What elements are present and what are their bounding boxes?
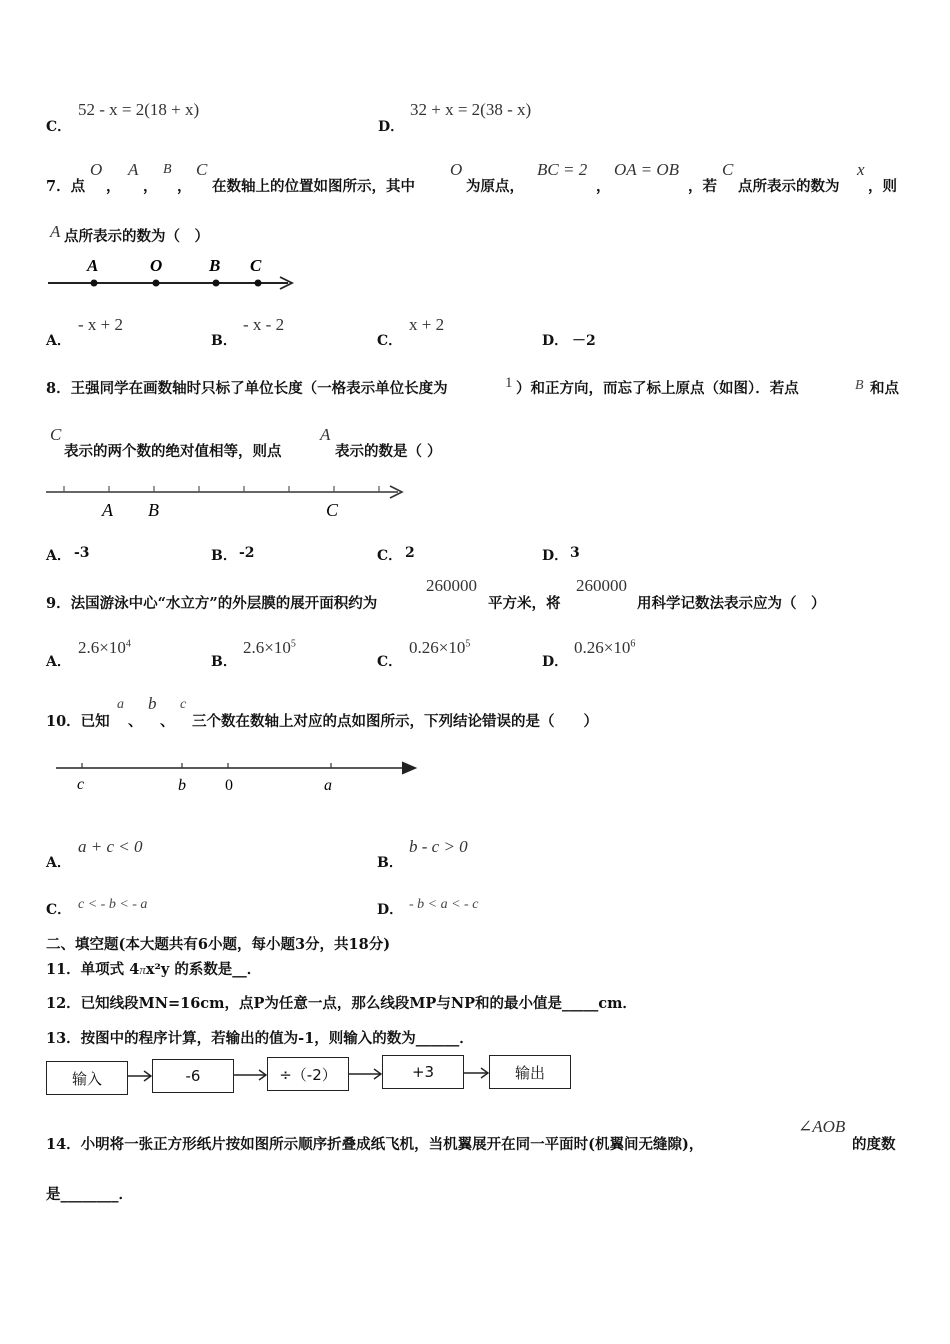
q8-number-line	[42, 478, 412, 524]
q9-text-1: 9．法国游泳中心“水立方”的外层膜的展开面积约为	[46, 595, 378, 612]
q6-option-c-label: C．	[46, 119, 72, 135]
axis-label-c: c	[77, 776, 85, 793]
q10-option-d-expr: - b < a < - c	[409, 897, 479, 912]
q8-option-d-label: D．	[542, 548, 569, 564]
q7-var-a: A	[128, 160, 139, 179]
q7-text-4: 点所表示的数为	[738, 178, 840, 195]
point-a	[91, 280, 98, 287]
axis-label-b: B	[209, 256, 221, 275]
q10-text-1: 10．已知	[46, 713, 110, 730]
q7-option-d-expr: －2	[572, 333, 596, 349]
q8-var-a: A	[320, 425, 331, 444]
q6-option-d-expr: 32 + x = 2(38 - x)	[410, 100, 532, 119]
q8-option-a-value: -3	[74, 545, 90, 561]
q6-option-d-label: D．	[378, 119, 405, 135]
q9-option-c-label: C．	[377, 654, 403, 670]
q8-option-c-label: C．	[377, 548, 403, 564]
q10-option-a-label: A．	[46, 855, 71, 871]
q7-text-1: 在数轴上的位置如图所示，其中	[212, 178, 415, 195]
flow-box-input: 输入	[46, 1061, 128, 1095]
q7-text-5: ，则	[868, 178, 897, 195]
q9-option-d-label: D．	[542, 654, 569, 670]
q7-number: 7．点	[46, 178, 86, 195]
axis-label-0: 0	[225, 777, 233, 794]
q8-option-a-label: A．	[46, 548, 71, 564]
q9-option-d-expr: $0.26\times 10^6$	[574, 638, 636, 657]
axis-label-o: O	[150, 256, 163, 275]
q8-option-b-value: -2	[239, 545, 255, 561]
q8-line-1c: 和点	[870, 380, 899, 397]
q9-option-c-expr: $0.26\times 10^5$	[409, 638, 471, 657]
q9-text-2: 平方米，将	[488, 595, 561, 612]
q9-text-3: 用科学记数法表示应为（ ）	[637, 595, 826, 612]
q7-comma: ，	[596, 178, 611, 195]
q7-number-line	[44, 252, 304, 296]
axis-label-c: C	[326, 500, 339, 520]
q10-option-c-expr: c < - b < - a	[78, 897, 148, 912]
q10-option-c-label: C．	[46, 902, 72, 918]
q7-comma: ，	[177, 178, 192, 195]
flow-arrows	[126, 1060, 496, 1090]
q10-option-b-label: B．	[377, 855, 403, 871]
axis-label-a: A	[87, 256, 99, 275]
axis-label-a: A	[102, 500, 113, 520]
q7-var-c-2: C	[722, 160, 734, 179]
axis-label-b: B	[148, 500, 159, 520]
q8-var-c: C	[50, 425, 62, 444]
q8-unit: 1	[505, 375, 513, 391]
flow-box-divide-neg2: ÷（-2）	[267, 1057, 349, 1091]
q11-text: 11．单项式 4πx²y 的系数是__．	[46, 961, 262, 978]
point-o	[153, 280, 160, 287]
q7-option-c-expr: x + 2	[409, 315, 445, 334]
q10-var-c: c	[180, 697, 187, 712]
q7-var-a-2: A	[50, 222, 61, 241]
axis-label-a: a	[324, 777, 332, 794]
q7-option-c-label: C．	[377, 333, 403, 349]
q9-number-2: 260000	[576, 576, 627, 595]
axis-ticks	[64, 486, 379, 492]
q8-var-b: B	[855, 378, 864, 393]
q7-comma: ，	[106, 178, 121, 195]
q10-sep: 、	[160, 713, 175, 730]
axis-label-b: b	[178, 777, 186, 794]
q7-comma: ，	[143, 178, 158, 195]
q13-text: 13．按图中的程序计算，若输出的值为-1，则输入的数为______．	[46, 1030, 474, 1047]
q8-option-c-value: 2	[405, 545, 415, 561]
q9-number: 260000	[426, 576, 477, 595]
q7-option-b-label: B．	[211, 333, 237, 349]
q8-option-b-label: B．	[211, 548, 237, 564]
q7-var-o-2: O	[450, 160, 463, 179]
section-2-title: 二、填空题(本大题共有6小题，每小题3分，共18分)	[46, 936, 391, 953]
q9-option-a-label: A．	[46, 654, 71, 670]
q7-option-d-label: D．	[542, 333, 569, 349]
q8-line-1b: ）和正方向，而忘了标上原点（如图）．若点	[516, 380, 799, 397]
point-c	[255, 280, 262, 287]
q10-sep: 、	[128, 713, 143, 730]
flow-box-plus3: +3	[382, 1055, 464, 1089]
q10-option-d-label: D．	[377, 902, 404, 918]
q7-var-x: x	[857, 160, 865, 179]
q7-option-b-expr: - x - 2	[243, 315, 285, 334]
q14-text-2: 的度数	[852, 1136, 896, 1153]
q9-option-a-expr: $2.6\times 10^4$	[78, 638, 131, 657]
q7-text-3: ，若	[688, 178, 717, 195]
q10-option-b-expr: b - c > 0	[409, 837, 468, 856]
q10-var-a: a	[117, 697, 124, 712]
q8-line-2: 表示的两个数的绝对值相等，则点	[64, 443, 282, 460]
q8-line-2b: 表示的数是（ ）	[335, 443, 442, 460]
flow-box-output: 输出	[489, 1055, 571, 1089]
q8-option-d-value: 3	[570, 545, 580, 561]
q12-text: 12．已知线段MN=16cm，点P为任意一点，那么线段MP与NP和的最小值是_____cm．	[46, 995, 637, 1012]
q6-option-c-expr: 52 - x = 2(18 + x)	[78, 100, 200, 119]
q7-cond-bc: BC = 2	[537, 160, 588, 179]
q10-number-line	[50, 756, 430, 800]
q10-text-2: 三个数在数轴上对应的点如图所示，下列结论错误的是（ ）	[192, 713, 598, 730]
q14-text-1: 14．小明将一张正方形纸片按如图所示顺序折叠成纸飞机，当机翼展开在同一平面时(机翼间无缝隙)，	[46, 1136, 704, 1153]
q7-var-c: C	[196, 160, 208, 179]
q7-option-a-expr: - x + 2	[78, 315, 123, 334]
q7-cond-oa: OA = OB	[614, 160, 679, 179]
q7-var-o: O	[90, 160, 103, 179]
q9-option-b-expr: $2.6\times 10^5$	[243, 638, 296, 657]
point-b	[213, 280, 220, 287]
q9-option-b-label: B．	[211, 654, 237, 670]
q7-var-b: B	[163, 162, 172, 177]
q8-line-1: 8．王强同学在画数轴时只标了单位长度（一格表示单位长度为	[46, 380, 448, 397]
q7-option-a-label: A．	[46, 333, 71, 349]
axis-label-c: C	[250, 256, 262, 275]
q7-text-2: 为原点，	[466, 178, 524, 195]
axis-arrow	[402, 762, 416, 774]
q10-var-b: b	[148, 694, 157, 713]
flow-box-minus6: -6	[152, 1059, 234, 1093]
q14-line-2: 是________．	[46, 1186, 133, 1203]
q10-option-a-expr: a + c < 0	[78, 837, 143, 856]
q14-angle: ∠AOB	[798, 1117, 846, 1136]
q7-line-2: 点所表示的数为（ ）	[64, 228, 209, 245]
